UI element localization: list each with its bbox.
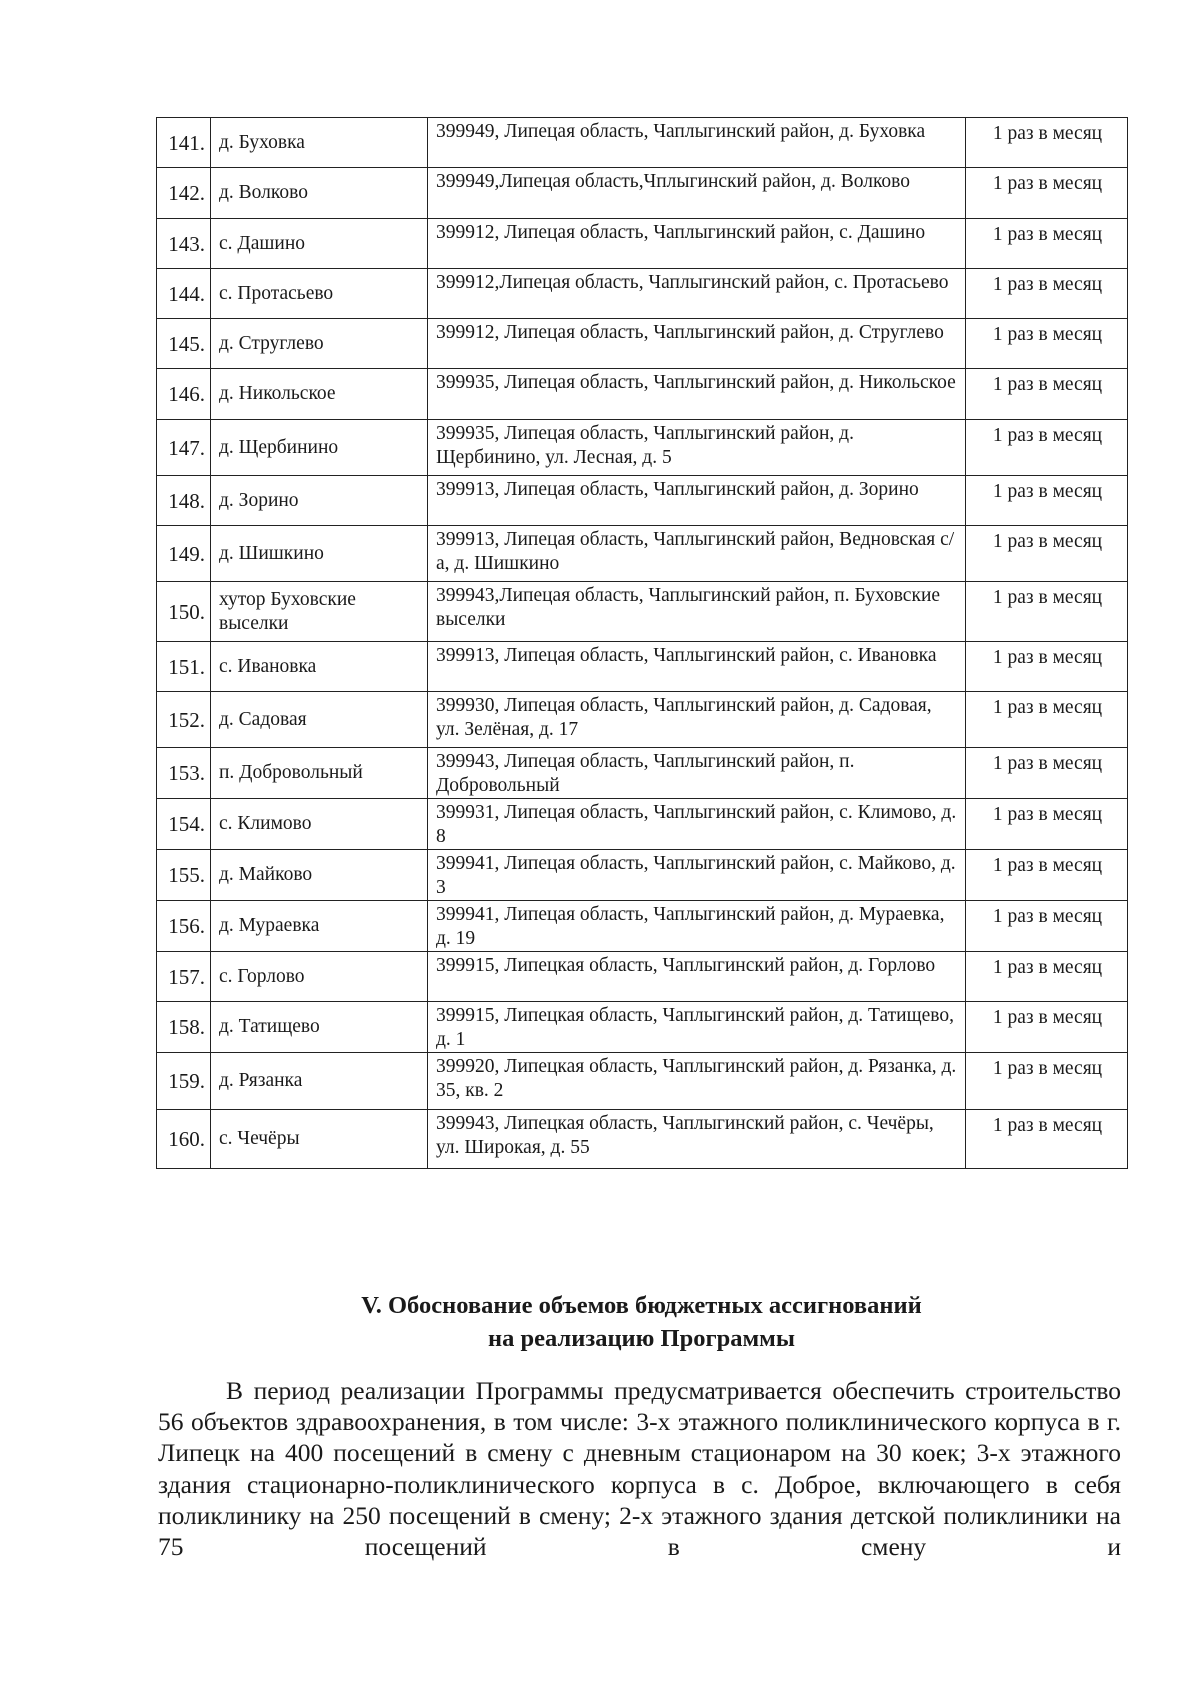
row-number: 154. bbox=[157, 799, 211, 850]
visit-frequency: 1 раз в месяц bbox=[966, 952, 1128, 1002]
settlement-address: 399935, Липецая область, Чаплыгинский район, д. Щербинино, ул. Лесная, д. 5 bbox=[428, 420, 966, 476]
visit-frequency: 1 раз в месяц bbox=[966, 748, 1128, 799]
row-number: 141. bbox=[157, 118, 211, 168]
table-row bbox=[157, 369, 1128, 420]
body-paragraph: В период реализации Программы предусматривается обеспечить строительство 56 объектов здравоохранения, в том числе: 3-х этажного поликлинического корпуса в г. Липецк на 400 посещений в смену с дневным стационаром на 30 коек; 3-х этажного здания стационарно-поликлинического корпуса в с. Доброе, включающего в себя поликлинику на 250 посещений в смену; 2-х этажного здания детской поликлиники на 75 посещений в смену и bbox=[158, 1376, 1121, 1562]
row-number: 142. bbox=[157, 168, 211, 219]
settlement-name: д. Зорино bbox=[211, 476, 428, 526]
settlement-address: 399949, Липецая область, Чаплыгинский район, д. Буховка bbox=[428, 118, 966, 168]
settlement-name: с. Протасьево bbox=[211, 269, 428, 319]
table-row bbox=[157, 420, 1128, 476]
row-number: 148. bbox=[157, 476, 211, 526]
table-row bbox=[157, 1110, 1128, 1169]
settlement-address: 399912,Липецая область, Чаплыгинский район, с. Протасьево bbox=[428, 269, 966, 319]
row-number: 145. bbox=[157, 319, 211, 369]
visit-frequency: 1 раз в месяц bbox=[966, 1002, 1128, 1053]
settlement-name: д. Шишкино bbox=[211, 526, 428, 582]
table-row bbox=[157, 901, 1128, 952]
settlement-name: с. Горлово bbox=[211, 952, 428, 1002]
settlement-name: д. Майково bbox=[211, 850, 428, 901]
settlement-name: с. Дашино bbox=[211, 219, 428, 269]
row-number: 149. bbox=[157, 526, 211, 582]
table-row bbox=[157, 692, 1128, 748]
settlement-address: 399941, Липецая область, Чаплыгинский район, с. Майково, д. 3 bbox=[428, 850, 966, 901]
visit-frequency: 1 раз в месяц bbox=[966, 476, 1128, 526]
settlement-name: д. Татищево bbox=[211, 1002, 428, 1053]
settlement-address: 399913, Липецая область, Чаплыгинский район, с. Ивановка bbox=[428, 642, 966, 692]
table-row bbox=[157, 850, 1128, 901]
row-number: 144. bbox=[157, 269, 211, 319]
settlement-address: 399915, Липецкая область, Чаплыгинский район, д. Татищево, д. 1 bbox=[428, 1002, 966, 1053]
settlement-address: 399915, Липецкая область, Чаплыгинский район, д. Горлово bbox=[428, 952, 966, 1002]
table-row bbox=[157, 952, 1128, 1002]
row-number: 150. bbox=[157, 582, 211, 642]
table-row bbox=[157, 1002, 1128, 1053]
settlement-name: п. Добровольный bbox=[211, 748, 428, 799]
row-number: 155. bbox=[157, 850, 211, 901]
visit-frequency: 1 раз в месяц bbox=[966, 642, 1128, 692]
visit-frequency: 1 раз в месяц bbox=[966, 168, 1128, 219]
table-row bbox=[157, 526, 1128, 582]
settlement-address: 399949,Липецая область,Чплыгинский район, д. Волково bbox=[428, 168, 966, 219]
visit-frequency: 1 раз в месяц bbox=[966, 692, 1128, 748]
table-row bbox=[157, 1053, 1128, 1110]
settlement-address: 399920, Липецкая область, Чаплыгинский район, д. Рязанка, д. 35, кв. 2 bbox=[428, 1053, 966, 1110]
visit-frequency: 1 раз в месяц bbox=[966, 420, 1128, 476]
table-row bbox=[157, 168, 1128, 219]
visit-frequency: 1 раз в месяц bbox=[966, 526, 1128, 582]
row-number: 159. bbox=[157, 1053, 211, 1110]
table-row bbox=[157, 748, 1128, 799]
settlement-address: 399935, Липецая область, Чаплыгинский район, д. Никольское bbox=[428, 369, 966, 420]
row-number: 146. bbox=[157, 369, 211, 420]
settlement-address: 399930, Липецая область, Чаплыгинский район, д. Садовая, ул. Зелёная, д. 17 bbox=[428, 692, 966, 748]
settlement-name: д. Струглево bbox=[211, 319, 428, 369]
visit-frequency: 1 раз в месяц bbox=[966, 1110, 1128, 1169]
row-number: 143. bbox=[157, 219, 211, 269]
settlement-address: 399943, Липецая область, Чаплыгинский район, п. Добровольный bbox=[428, 748, 966, 799]
row-number: 158. bbox=[157, 1002, 211, 1053]
visit-frequency: 1 раз в месяц bbox=[966, 799, 1128, 850]
row-number: 147. bbox=[157, 420, 211, 476]
section-title-line-1: V. Обоснование объемов бюджетных ассигнований bbox=[361, 1292, 922, 1319]
visit-frequency: 1 раз в месяц bbox=[966, 219, 1128, 269]
table-row bbox=[157, 219, 1128, 269]
settlement-address: 399913, Липецая область, Чаплыгинский район, Ведновская с/а, д. Шишкино bbox=[428, 526, 966, 582]
settlement-name: д. Щербинино bbox=[211, 420, 428, 476]
row-number: 153. bbox=[157, 748, 211, 799]
settlement-name: д. Никольское bbox=[211, 369, 428, 420]
settlement-name: д. Мураевка bbox=[211, 901, 428, 952]
table-row bbox=[157, 476, 1128, 526]
settlement-address: 399931, Липецая область, Чаплыгинский район, с. Климово, д. 8 bbox=[428, 799, 966, 850]
visit-frequency: 1 раз в месяц bbox=[966, 850, 1128, 901]
table-row bbox=[157, 319, 1128, 369]
table-row bbox=[157, 582, 1128, 642]
table-body bbox=[157, 118, 1128, 1169]
row-number: 151. bbox=[157, 642, 211, 692]
settlement-address: 399943, Липецкая область, Чаплыгинский район, с. Чечёры, ул. Широкая, д. 55 bbox=[428, 1110, 966, 1169]
visit-frequency: 1 раз в месяц bbox=[966, 901, 1128, 952]
visit-frequency: 1 раз в месяц bbox=[966, 269, 1128, 319]
settlement-address: 399913, Липецая область, Чаплыгинский район, д. Зорино bbox=[428, 476, 966, 526]
settlement-address: 399912, Липецая область, Чаплыгинский район, с. Дашино bbox=[428, 219, 966, 269]
visit-frequency: 1 раз в месяц bbox=[966, 582, 1128, 642]
settlement-address: 399941, Липецая область, Чаплыгинский район, д. Мураевка, д. 19 bbox=[428, 901, 966, 952]
table-row bbox=[157, 642, 1128, 692]
visit-frequency: 1 раз в месяц bbox=[966, 118, 1128, 168]
table-row bbox=[157, 118, 1128, 168]
settlement-address: 399912, Липецая область, Чаплыгинский район, д. Струглево bbox=[428, 319, 966, 369]
row-number: 157. bbox=[157, 952, 211, 1002]
visit-frequency: 1 раз в месяц bbox=[966, 369, 1128, 420]
settlement-name: с. Ивановка bbox=[211, 642, 428, 692]
settlement-name: хутор Буховские выселки bbox=[211, 582, 428, 642]
settlement-name: д. Волково bbox=[211, 168, 428, 219]
row-number: 152. bbox=[157, 692, 211, 748]
table-row bbox=[157, 799, 1128, 850]
settlement-name: с. Чечёры bbox=[211, 1110, 428, 1169]
section-title bbox=[156, 1289, 1127, 1355]
settlement-address: 399943,Липецая область, Чаплыгинский район, п. Буховские выселки bbox=[428, 582, 966, 642]
table-row bbox=[157, 269, 1128, 319]
visit-frequency: 1 раз в месяц bbox=[966, 1053, 1128, 1110]
settlement-name: с. Климово bbox=[211, 799, 428, 850]
settlement-name: д. Буховка bbox=[211, 118, 428, 168]
settlements-table bbox=[156, 117, 1128, 1169]
section-title-line-2: на реализацию Программы bbox=[488, 1325, 795, 1352]
visit-frequency: 1 раз в месяц bbox=[966, 319, 1128, 369]
settlement-name: д. Садовая bbox=[211, 692, 428, 748]
settlement-name: д. Рязанка bbox=[211, 1053, 428, 1110]
row-number: 156. bbox=[157, 901, 211, 952]
row-number: 160. bbox=[157, 1110, 211, 1169]
